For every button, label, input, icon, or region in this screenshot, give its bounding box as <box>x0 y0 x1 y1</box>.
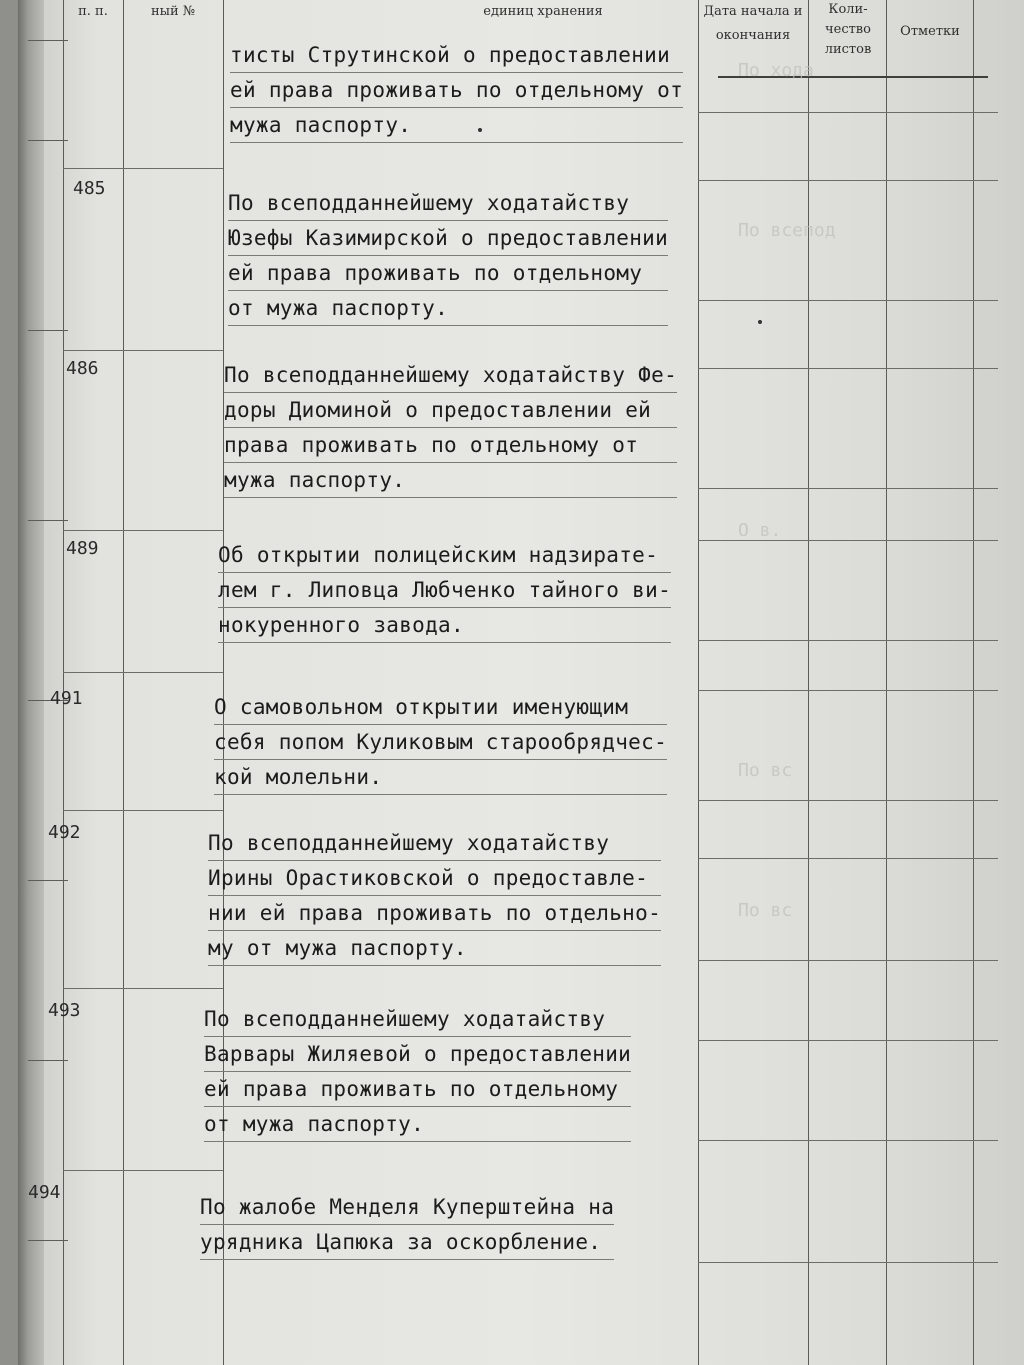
entry-line: ей права проживать по отдельному от <box>230 73 683 108</box>
column-line <box>973 0 974 1365</box>
binding-rule <box>28 880 68 881</box>
binding-rule <box>28 330 68 331</box>
entry-line: По всеподданнейшему ходатайству <box>228 186 668 221</box>
row-rule <box>698 112 998 113</box>
binding-rule <box>28 1060 68 1061</box>
row-rule <box>698 180 998 181</box>
entry-line: Юзефы Казимирской о предоставлении <box>228 221 668 256</box>
entry-line: ей права проживать по отдельному <box>228 256 668 291</box>
header-sheets: Коли- чество листов <box>824 2 872 57</box>
ink-speck <box>758 320 762 324</box>
row-rule <box>698 1262 998 1263</box>
entry-line: Варвары Жиляевой о предоставлении <box>204 1037 631 1072</box>
header-notes: Отметки <box>900 24 960 39</box>
entry-494 <box>200 1190 614 1260</box>
header-title: единиц хранения <box>483 4 603 19</box>
entry-line: урядника Цапюка за оскорбление. <box>200 1225 614 1260</box>
bleed-through-text: По вс <box>738 760 793 781</box>
row-rule <box>698 960 998 961</box>
row-rule <box>63 672 223 673</box>
entry-line: По всеподданнейшему ходатайству Фе- <box>224 358 677 393</box>
row-rule <box>63 168 223 169</box>
row-rule <box>698 1040 998 1041</box>
entry-line: кой молельни. <box>214 760 667 795</box>
entry-line: Ирины Орастиковской о предоставле- <box>208 861 661 896</box>
bleed-through-text: О в. <box>738 520 782 541</box>
row-rule <box>63 1170 223 1171</box>
ink-speck <box>478 128 482 132</box>
row-rule <box>63 810 223 811</box>
column-line <box>63 0 64 1365</box>
entry-line: права проживать по отдельному от <box>224 428 677 463</box>
column-line <box>886 0 887 1365</box>
entry-line: доры Диоминой о предоставлении ей <box>224 393 677 428</box>
row-number: 494 <box>28 1182 61 1203</box>
entry-line: от мужа паспорту. <box>204 1107 631 1142</box>
entry-line: Об открытии полицейским надзирате- <box>218 538 671 573</box>
entry-486 <box>224 358 677 498</box>
entry-line: тисты Струтинской о предоставлении <box>230 38 683 73</box>
binding-rule <box>28 1240 68 1241</box>
entry-489 <box>218 538 671 643</box>
column-line <box>223 0 224 1365</box>
row-rule <box>698 858 998 859</box>
entry-484-cont <box>230 38 683 143</box>
row-rule <box>63 530 223 531</box>
row-number: 491 <box>50 688 83 709</box>
entry-line: нии ей права проживать по отдельно- <box>208 896 661 931</box>
header-dates: Дата начала и окончания <box>703 4 803 43</box>
row-number: 486 <box>66 358 99 379</box>
entry-line: По жалобе Менделя Куперштейна на <box>200 1190 614 1225</box>
entry-line: от мужа паспорту. <box>228 291 668 326</box>
entry-line: По всеподданнейшему ходатайству <box>208 826 661 861</box>
row-rule <box>698 800 998 801</box>
column-line <box>808 0 809 1365</box>
column-line <box>698 0 699 1365</box>
entry-485 <box>228 186 668 326</box>
row-rule <box>698 488 998 489</box>
row-rule <box>698 640 998 641</box>
binding-rule <box>28 520 68 521</box>
row-rule <box>698 690 998 691</box>
entry-line: мужа паспорту. <box>224 463 677 498</box>
entry-493 <box>204 1002 631 1142</box>
entry-line: мужа паспорту. <box>230 108 683 143</box>
archive-page <box>18 0 1024 1365</box>
entry-line: нокуренного завода. <box>218 608 671 643</box>
page-binding <box>18 0 44 1365</box>
entry-line: О самовольном открытии именующим <box>214 690 667 725</box>
binding-rule <box>28 40 68 41</box>
row-rule <box>63 988 223 989</box>
entry-line: ей права проживать по отдельному <box>204 1072 631 1107</box>
row-number: 492 <box>48 822 81 843</box>
header-old-number: ный № <box>150 4 196 19</box>
bleed-through-text: По хода <box>738 60 814 81</box>
entry-line: му от мужа паспорту. <box>208 931 661 966</box>
row-number: 489 <box>66 538 99 559</box>
bleed-through-text: По всепод <box>738 220 836 241</box>
entry-491 <box>214 690 667 795</box>
header-number: п. п. <box>78 4 108 19</box>
entry-line: По всеподданнейшему ходатайству <box>204 1002 631 1037</box>
entry-492 <box>208 826 661 966</box>
entry-line: лем г. Липовца Любченко тайного ви- <box>218 573 671 608</box>
row-rule <box>698 300 998 301</box>
bleed-through-text: По вс <box>738 900 793 921</box>
column-line <box>123 0 124 1365</box>
row-number: 485 <box>73 178 106 199</box>
row-number: 493 <box>48 1000 81 1021</box>
row-rule <box>698 1140 998 1141</box>
entry-line: себя попом Куликовым старообрядчес- <box>214 725 667 760</box>
binding-rule <box>28 140 68 141</box>
row-rule <box>63 350 223 351</box>
row-rule <box>698 368 998 369</box>
